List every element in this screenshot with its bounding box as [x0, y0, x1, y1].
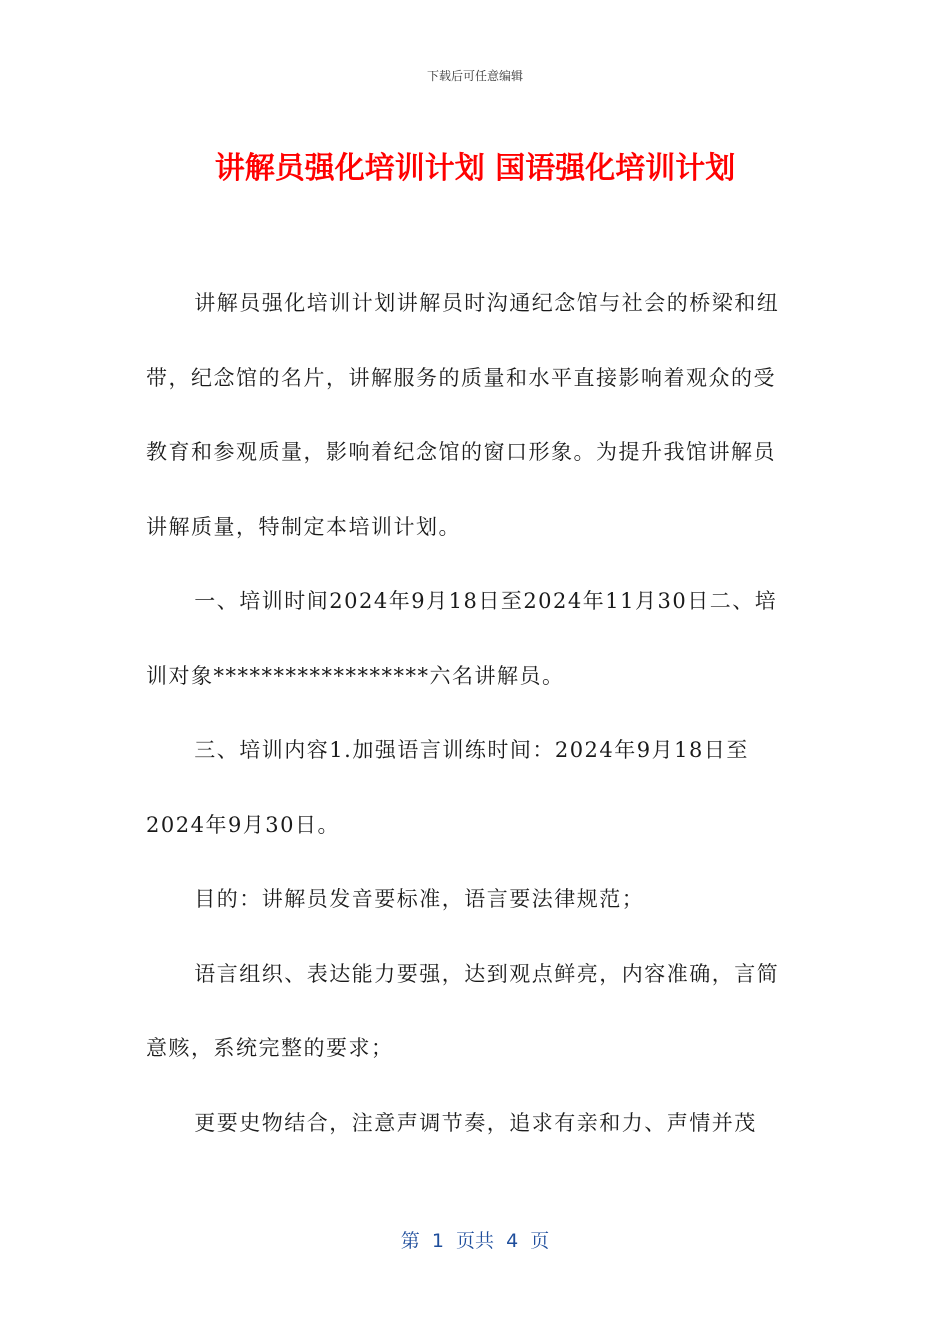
paragraph-time-and-target: 一、培训时间2024年9月18日至2024年11月30日二、培训对象******************六名讲解员。 — [146, 589, 778, 688]
paragraph-history-objects: 更要史物结合，注意声调节奏，追求有亲和力、声情并茂 — [194, 1110, 757, 1135]
page-header-note: 下载后可任意编辑 — [426, 69, 523, 83]
page-number-footer: 第 1 页共 4 页 — [400, 1230, 550, 1252]
document-body — [146, 266, 792, 1160]
document-title: 讲解员强化培训计划 国语强化培训计划 — [214, 151, 736, 186]
paragraph-language-organization: 语言组织、表达能力要强，达到观点鲜亮，内容准确，言简意赅，系统完整的要求； — [146, 961, 780, 1060]
paragraph-content: 三、培训内容1.加强语言训练时间：2024年9月18日至2024年9月30日。 — [146, 738, 749, 837]
paragraph-purpose: 目的：讲解员发音要标准，语言要法律规范； — [194, 887, 645, 911]
paragraph-intro: 讲解员强化培训计划讲解员时沟通纪念馆与社会的桥梁和纽带，纪念馆的名片，讲解服务的质量和水平直接影响着观众的受教育和参观质量，影响着纪念馆的窗口形象。为提升我馆讲解员讲解质量，特制定本培训计划。 — [146, 291, 780, 539]
